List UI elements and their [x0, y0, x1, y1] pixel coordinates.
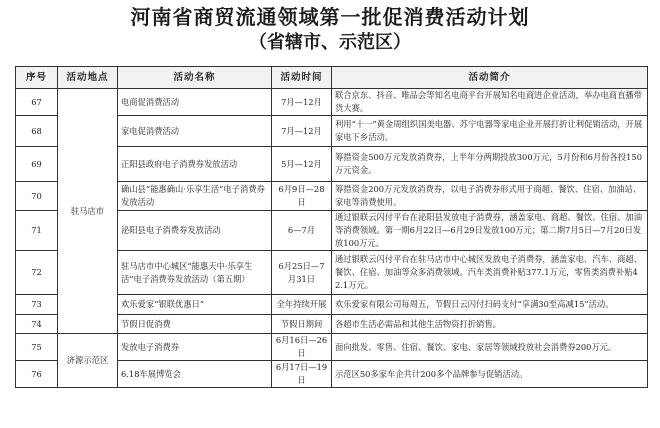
row-time: 6月17日—19日 [272, 361, 332, 388]
row-no: 67 [16, 89, 58, 116]
row-no: 71 [16, 211, 58, 251]
row-time: 6月16日—26日 [272, 334, 332, 361]
location-cell-zhumadian: 驻马店市 [58, 89, 118, 334]
header-time: 活动时间 [272, 67, 332, 89]
row-intro: 各超市生活必需品和其他生活物资打折销售。 [332, 315, 648, 334]
document-title: 河南省商贸流通领域第一批促消费活动计划 [130, 5, 530, 29]
row-no: 68 [16, 116, 58, 147]
row-name: 发放电子消费券 [118, 334, 272, 361]
row-intro: 通过银联云闪付平台在驻马店市中心城区发放电子消费券，涵盖家电、汽车、商超、餐饮、住宿、加油等众多消费领域。汽车类消费补贴377.1万元，零售类消费补贴42.1万元。 [332, 251, 648, 295]
row-no: 72 [16, 251, 58, 295]
row-name: 节假日促消费 [118, 315, 272, 334]
row-time: 全年持续开展 [272, 295, 332, 315]
row-time: 5月—12月 [272, 147, 332, 182]
row-time: 节假日期间 [272, 315, 332, 334]
row-name: 确山县“能惠确山·乐享生活”电子消费券发放活动 [118, 182, 272, 211]
row-name: 驻马店市中心城区“能惠天中·乐享生活”电子消费券发放活动（第五期） [118, 251, 272, 295]
document-subtitle: （省辖市、示范区） [249, 32, 411, 53]
row-intro: 通过银联云闪付平台在泌阳县发放电子消费券，涵盖家电、商超、餐饮、住宿、加油等消费领域。第一期6月22日—6月29日发放100万元；第二期7月5日—7月20日发放100万元。 [332, 211, 648, 251]
header-name: 活动名称 [118, 67, 272, 89]
row-time: 7月—12月 [272, 116, 332, 147]
row-intro: 筹措资金500万元发放消费券，上半年分两期投放300万元，5月份和6月份各投150万元资金。 [332, 147, 648, 182]
activity-table [15, 66, 648, 388]
row-intro: 示范区50多家车企共计200多个品牌参与促销活动。 [332, 361, 648, 388]
row-intro: 联合京东、抖音、唯品会等知名电商平台开展知名电商进企业活动，举办电商直播带货大赛。 [332, 89, 648, 116]
row-no: 75 [16, 334, 58, 361]
row-no: 69 [16, 147, 58, 182]
row-name: 6.18车展博览会 [118, 361, 272, 388]
header-location: 活动地点 [58, 67, 118, 89]
location-cell-jiyuan: 济源示范区 [58, 334, 118, 388]
row-no: 70 [16, 182, 58, 211]
row-no: 73 [16, 295, 58, 315]
row-name: 泌阳县电子消费券发放活动 [118, 211, 272, 251]
table-row [16, 334, 648, 361]
row-intro: 面向批发、零售、住宿、餐饮、家电、家居等领域投放社会消费券200万元。 [332, 334, 648, 361]
row-no: 76 [16, 361, 58, 388]
table-row [16, 89, 648, 116]
row-time: 6月25日—7月31日 [272, 251, 332, 295]
row-name: 正阳县政府电子消费券发放活动 [118, 147, 272, 182]
row-intro: 欢乐爱家有限公司每周五，节假日云闪付扫码支付“享满30至高减15”活动。 [332, 295, 648, 315]
row-no: 74 [16, 315, 58, 334]
row-name: 家电促消费活动 [118, 116, 272, 147]
header-intro: 活动简介 [332, 67, 648, 89]
row-time: 6月9日—28日 [272, 182, 332, 211]
row-time: 7月—12月 [272, 89, 332, 116]
row-name: 欢乐爱家“银联优惠日” [118, 295, 272, 315]
row-time: 6—7月 [272, 211, 332, 251]
row-name: 电商促消费活动 [118, 89, 272, 116]
row-intro: 利用“十一”黄金周组织国美电器、苏宁电器等家电企业开展打折让利促销活动，开展家电下乡活动。 [332, 116, 648, 147]
header-no: 序号 [16, 67, 58, 89]
row-intro: 筹措资金200万元发放消费券，以电子消费券形式用于商超、餐饮、住宿、加油站、家电等消费使用。 [332, 182, 648, 211]
table-header-row [16, 67, 648, 89]
